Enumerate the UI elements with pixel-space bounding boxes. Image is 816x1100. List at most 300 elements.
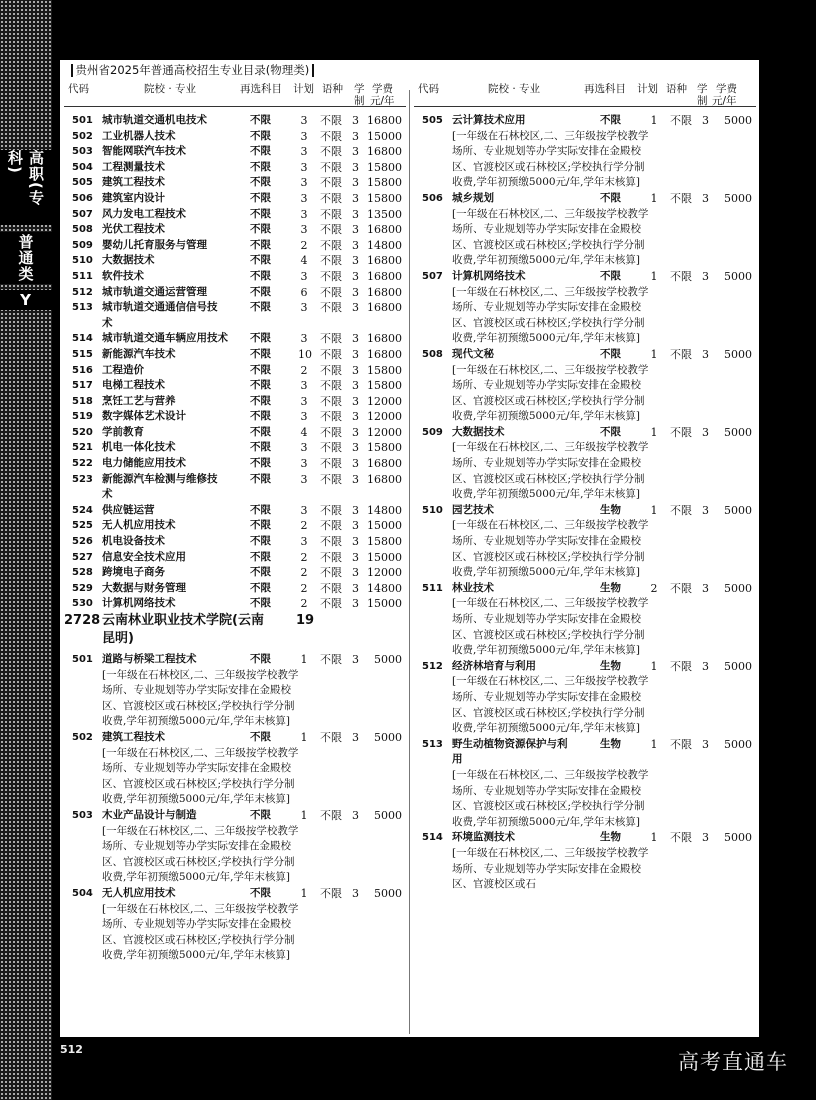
- table-row: [64, 581, 406, 597]
- row-length: 3: [352, 457, 359, 471]
- row-length: 3: [702, 425, 709, 439]
- row-code: 510: [72, 255, 93, 267]
- row-fee: 15800: [367, 363, 402, 377]
- row-subject: 不限: [250, 550, 271, 563]
- row-plan: 10: [298, 347, 312, 361]
- row-major-name: 木业产品设计与制造: [102, 808, 197, 821]
- row-major-name: 计算机网络技术: [452, 269, 526, 282]
- row-fee: 5000: [724, 347, 752, 361]
- row-length: 3: [352, 191, 359, 205]
- row-fee: 5000: [724, 581, 752, 595]
- row-subject: 生物: [600, 503, 621, 516]
- table-row: [64, 285, 406, 301]
- row-language: 不限: [320, 410, 342, 424]
- row-language: 不限: [320, 285, 342, 299]
- row-major-name: 软件技术: [102, 269, 144, 282]
- row-plan: 2: [300, 597, 308, 611]
- row-length: 3: [352, 269, 359, 283]
- row-code: 529: [72, 582, 93, 594]
- row-language: 不限: [320, 145, 342, 159]
- row-major-name: 现代文秘: [452, 347, 494, 360]
- row-major-name: 建筑室内设计: [102, 191, 165, 204]
- row-fee: 15800: [367, 191, 402, 205]
- row-major-name: 城市轨道交通通信信号技: [102, 301, 218, 314]
- row-plan: 3: [300, 160, 308, 174]
- table-row: [64, 269, 406, 285]
- column-header-left: [64, 78, 406, 107]
- row-fee: 13500: [367, 207, 402, 221]
- table-row: [64, 472, 406, 488]
- row-code: 505: [422, 115, 443, 126]
- row-code: 519: [72, 411, 93, 423]
- catalog-page: [60, 60, 759, 1037]
- row-subject: 不限: [250, 410, 271, 423]
- row-subject: 不限: [250, 160, 271, 173]
- row-subject: 不限: [250, 363, 271, 376]
- row-subject: 不限: [250, 808, 271, 821]
- row-major-name: 道路与桥梁工程技术: [102, 653, 197, 665]
- row-length: 3: [352, 379, 359, 393]
- row-language: 不限: [320, 191, 342, 205]
- row-fee: 5000: [374, 886, 402, 900]
- row-subject: 不限: [250, 425, 271, 438]
- row-language: 不限: [320, 503, 342, 517]
- side-tab-vocational-label: 高职(专科): [6, 150, 45, 206]
- row-language: 不限: [670, 737, 692, 751]
- row-major-name: 电梯工程技术: [102, 379, 165, 392]
- row-code: 525: [72, 520, 93, 532]
- table-row: [64, 207, 406, 223]
- row-language: 不限: [320, 653, 342, 666]
- table-row: [64, 222, 406, 238]
- row-code: 511: [422, 582, 443, 594]
- row-subject: 不限: [250, 503, 271, 516]
- header-plan: 计划: [637, 83, 658, 95]
- row-major-name-cont: 用: [452, 753, 463, 766]
- row-major-name: 无人机应用技术: [102, 886, 176, 899]
- row-subject: 不限: [250, 191, 271, 204]
- table-row: [64, 550, 406, 566]
- row-major-name: 信息安全技术应用: [102, 550, 186, 563]
- school-heading: [64, 612, 406, 630]
- row-plan: 1: [650, 269, 658, 283]
- row-length: 3: [702, 737, 709, 751]
- row-code: 530: [72, 598, 93, 610]
- header-fee-1: 学费: [372, 83, 393, 95]
- row-language: 不限: [320, 332, 342, 346]
- row-code: 507: [422, 270, 443, 282]
- row-length: 3: [352, 535, 359, 549]
- row-major-name: 野生动植物资源保护与利: [452, 737, 568, 750]
- row-length: 3: [352, 363, 359, 377]
- left-rows-school: [64, 652, 406, 964]
- row-subject: 不限: [250, 886, 271, 899]
- row-language: 不限: [320, 550, 342, 564]
- table-row: [64, 518, 406, 534]
- row-length: 3: [352, 886, 359, 900]
- row-language: 不限: [320, 301, 342, 315]
- row-subject: 不限: [250, 653, 271, 665]
- row-major-name: 机电一体化技术: [102, 441, 176, 454]
- row-note: [一年级在石林校区,二、三年级按学校教学场所、专业规划等办学实际安排在金殿校区、官渡校区或石林校区;学校执行学分制收费,学年初预缴5000元/年,学年末核算]: [452, 519, 649, 579]
- row-plan: 3: [300, 145, 308, 159]
- row-fee: 16800: [367, 457, 402, 471]
- column-header-right: [414, 78, 756, 107]
- row-plan: 1: [650, 659, 658, 673]
- row-fee: 16800: [367, 347, 402, 361]
- row-fee: 5000: [724, 191, 752, 205]
- table-row: [64, 409, 406, 425]
- row-fee: 5000: [724, 269, 752, 283]
- row-code: 514: [72, 333, 93, 345]
- header-school-major: 院校 · 专业: [144, 83, 197, 95]
- row-plan: 3: [300, 207, 308, 221]
- side-tab-letter-label: Y: [20, 291, 32, 309]
- school-code: 2728: [64, 613, 101, 628]
- row-code: 518: [72, 395, 93, 407]
- row-subject: 不限: [250, 519, 271, 532]
- row-code: 512: [422, 660, 443, 672]
- row-length: 3: [352, 410, 359, 424]
- row-fee: 5000: [374, 730, 402, 744]
- row-major-name-cont: 术: [102, 316, 113, 329]
- row-code: 501: [72, 654, 93, 665]
- row-length: 3: [352, 160, 359, 174]
- row-subject: 不限: [250, 114, 271, 126]
- header-code: 代码: [68, 83, 89, 95]
- row-subject: 不限: [250, 238, 271, 251]
- table-row: [64, 534, 406, 550]
- row-fee: 5000: [374, 808, 402, 822]
- row-length: 3: [352, 503, 359, 517]
- side-tab-general: [0, 232, 52, 284]
- row-language: 不限: [320, 379, 342, 393]
- row-length: 3: [352, 581, 359, 595]
- row-plan: 3: [300, 503, 308, 517]
- table-row: [64, 300, 406, 316]
- row-major-name: 工程造价: [102, 363, 144, 376]
- row-fee: 16800: [367, 145, 402, 159]
- row-note: [一年级在石林校区,二、三年级按学校教学场所、专业规划等办学实际安排在金殿校区、官渡校区或石林校区;学校执行学分制收费,学年初预缴5000元/年,学年末核算]: [102, 746, 299, 806]
- row-length: 3: [352, 394, 359, 408]
- row-language: 不限: [320, 238, 342, 252]
- row-major-name: 计算机网络技术: [102, 597, 176, 610]
- row-major-name: 建筑工程技术: [102, 176, 165, 189]
- school-plan: 19: [296, 613, 315, 628]
- row-language: 不限: [320, 207, 342, 221]
- row-fee: 12000: [367, 566, 402, 580]
- row-length: 3: [702, 659, 709, 673]
- row-fee: 15000: [367, 597, 402, 611]
- row-fee: 14800: [367, 503, 402, 517]
- header-school-major: 院校 · 专业: [488, 83, 541, 95]
- row-code: 502: [72, 731, 93, 743]
- row-subject: 不限: [250, 223, 271, 236]
- row-major-name: 林业技术: [452, 581, 494, 594]
- row-code: 510: [422, 504, 443, 516]
- row-subject: 不限: [600, 269, 621, 282]
- school-name: 云南林业职业技术学院(云南: [102, 613, 264, 628]
- row-length: 3: [352, 808, 359, 822]
- table-row: [414, 191, 756, 207]
- row-language: 不限: [320, 347, 342, 361]
- row-length: 3: [352, 207, 359, 221]
- row-note: [一年级在石林校区,二、三年级按学校教学场所、专业规划等办学实际安排在金殿校区、官渡校区或石林校区;学校执行学分制收费,学年初预缴5000元/年,学年末核算]: [452, 597, 649, 657]
- row-language: 不限: [320, 425, 342, 439]
- row-plan: 3: [300, 223, 308, 237]
- row-code: 503: [72, 809, 93, 821]
- row-language: 不限: [320, 581, 342, 595]
- row-language: 不限: [320, 566, 342, 580]
- left-column: [64, 78, 406, 964]
- row-plan: 3: [300, 301, 308, 315]
- header-bar-right: [312, 64, 314, 77]
- row-language: 不限: [320, 394, 342, 408]
- table-row: [414, 425, 756, 441]
- table-row: [414, 830, 756, 846]
- row-fee: 15800: [367, 535, 402, 549]
- row-code: 502: [72, 130, 93, 142]
- table-row: [64, 378, 406, 394]
- row-plan: 2: [300, 550, 308, 564]
- side-tab-general-label: 普通类: [16, 234, 35, 282]
- row-plan: 2: [300, 363, 308, 377]
- row-code: 504: [72, 887, 93, 899]
- row-note: [一年级在石林校区,二、三年级按学校教学场所、专业规划等办学实际安排在金殿校区、官渡校区或石林校区;学校执行学分制收费,学年初预缴5000元/年,学年末核算]: [452, 285, 649, 345]
- row-plan: 6: [300, 285, 308, 299]
- row-subject: 不限: [250, 285, 271, 298]
- row-length: 3: [352, 223, 359, 237]
- row-subject: 不限: [250, 581, 271, 594]
- row-length: 3: [702, 347, 709, 361]
- row-subject: 不限: [250, 254, 271, 267]
- row-plan: 1: [650, 114, 658, 127]
- row-plan: 2: [300, 566, 308, 580]
- row-fee: 15000: [367, 129, 402, 143]
- row-language: 不限: [320, 808, 342, 822]
- table-row: [64, 363, 406, 379]
- row-language: 不限: [320, 114, 342, 127]
- row-fee: 12000: [367, 410, 402, 424]
- row-subject: 不限: [250, 145, 271, 158]
- row-major-name: 城乡规划: [452, 191, 494, 204]
- row-language: 不限: [320, 269, 342, 283]
- row-length: 3: [702, 114, 709, 127]
- row-code: 503: [72, 146, 93, 158]
- header-len-1: 学: [697, 83, 708, 95]
- row-subject: 不限: [250, 394, 271, 407]
- row-length: 3: [352, 566, 359, 580]
- row-length: 3: [352, 425, 359, 439]
- row-major-name: 建筑工程技术: [102, 730, 165, 743]
- table-row: [414, 113, 756, 129]
- header-lang: 语种: [322, 83, 343, 95]
- row-major-name: 工业机器人技术: [102, 129, 176, 142]
- row-note: [一年级在石林校区,二、三年级按学校教学场所、专业规划等办学实际安排在金殿校区、官渡校区或石林校区;学校执行学分制收费,学年初预缴5000元/年,学年末核算]: [102, 902, 299, 962]
- row-fee: 15000: [367, 550, 402, 564]
- row-plan: 1: [650, 831, 658, 845]
- row-major-name: 工程测量技术: [102, 160, 165, 173]
- row-plan: 2: [300, 519, 308, 533]
- row-major-name: 环境监测技术: [452, 831, 515, 844]
- row-major-name: 供应链运营: [102, 503, 155, 516]
- row-language: 不限: [320, 457, 342, 471]
- row-code: 509: [72, 239, 93, 251]
- row-subject: 不限: [250, 332, 271, 345]
- row-subject: 生物: [600, 737, 621, 750]
- row-major-name-cont: 术: [102, 488, 113, 501]
- row-subject: 不限: [250, 730, 271, 743]
- row-plan: 3: [300, 535, 308, 549]
- row-fee: 5000: [374, 653, 402, 666]
- column-divider: [409, 90, 410, 1034]
- row-fee: 5000: [724, 659, 752, 673]
- page-header-title: 贵州省2025年普通高校招生专业目录(物理类): [75, 63, 310, 77]
- row-length: 3: [352, 550, 359, 564]
- table-row: [64, 730, 406, 746]
- row-code: 517: [72, 380, 93, 392]
- row-length: 3: [352, 472, 359, 486]
- row-plan: 3: [300, 379, 308, 393]
- row-code: 509: [422, 426, 443, 438]
- row-code: 506: [422, 192, 443, 204]
- row-plan: 1: [650, 425, 658, 439]
- table-row: [64, 253, 406, 269]
- header-lang: 语种: [666, 83, 687, 95]
- row-language: 不限: [670, 425, 692, 439]
- table-row: [64, 238, 406, 254]
- row-major-name: 大数据技术: [452, 425, 505, 438]
- row-code: 516: [72, 364, 93, 376]
- table-row: [64, 808, 406, 824]
- row-language: 不限: [320, 223, 342, 237]
- row-plan: 3: [300, 191, 308, 205]
- row-fee: 16800: [367, 285, 402, 299]
- row-major-name: 跨境电子商务: [102, 566, 165, 579]
- table-row: [64, 347, 406, 363]
- row-major-name: 经济林培育与利用: [452, 659, 536, 672]
- row-code: 520: [72, 426, 93, 438]
- row-length: 3: [352, 285, 359, 299]
- row-language: 不限: [320, 441, 342, 455]
- row-language: 不限: [320, 886, 342, 900]
- right-last-note: [一年级在石林校区,二、三年级按学校教学场所、专业规划等办学实际安排在金殿校区、官渡校区或石: [452, 846, 649, 891]
- row-subject: 不限: [250, 129, 271, 142]
- row-fee: 5000: [724, 425, 752, 439]
- row-code: 513: [72, 302, 93, 314]
- row-major-name: 新能源汽车检测与维修技: [102, 472, 218, 485]
- table-row: [64, 652, 406, 668]
- row-language: 不限: [320, 176, 342, 190]
- row-subject: 不限: [250, 379, 271, 392]
- row-major-name: 新能源汽车技术: [102, 347, 176, 360]
- row-major-name: 无人机应用技术: [102, 519, 176, 532]
- table-row: [414, 503, 756, 519]
- row-fee: 16800: [367, 114, 402, 127]
- row-plan: 3: [300, 129, 308, 143]
- row-language: 不限: [670, 831, 692, 845]
- header-len-2: 制: [354, 95, 365, 107]
- row-language: 不限: [320, 535, 342, 549]
- row-plan: 1: [300, 653, 308, 666]
- row-length: 3: [352, 238, 359, 252]
- table-row: [414, 581, 756, 597]
- row-length: 3: [702, 831, 709, 845]
- school-name-cont: 昆明): [102, 631, 134, 646]
- row-length: 3: [702, 503, 709, 517]
- row-code: 511: [72, 270, 93, 282]
- row-subject: 不限: [250, 176, 271, 189]
- row-plan: 2: [650, 581, 658, 595]
- table-row: [64, 440, 406, 456]
- row-language: 不限: [320, 363, 342, 377]
- row-major-name: 电力储能应用技术: [102, 457, 186, 470]
- row-subject: 不限: [600, 191, 621, 204]
- row-language: 不限: [670, 581, 692, 595]
- row-note: [一年级在石林校区,二、三年级按学校教学场所、专业规划等办学实际安排在金殿校区、官渡校区或石林校区;学校执行学分制收费,学年初预缴5000元/年,学年末核算]: [452, 129, 649, 189]
- row-plan: 1: [650, 191, 658, 205]
- table-row: [414, 347, 756, 363]
- row-plan: 3: [300, 394, 308, 408]
- header-fee-2: 元/年: [712, 95, 737, 107]
- table-row: [64, 129, 406, 145]
- row-plan: 3: [300, 114, 308, 127]
- row-code: 508: [72, 224, 93, 236]
- row-length: 3: [352, 730, 359, 744]
- row-subject: 不限: [250, 535, 271, 548]
- row-major-name: 城市轨道交通车辆应用技术: [102, 332, 228, 345]
- row-fee: 15800: [367, 379, 402, 393]
- header-subject: 再选科目: [240, 83, 282, 95]
- row-fee: 16800: [367, 269, 402, 283]
- row-major-name: 婴幼儿托育服务与管理: [102, 238, 207, 251]
- row-fee: 14800: [367, 238, 402, 252]
- row-major-name: 光伏工程技术: [102, 223, 165, 236]
- row-code: 521: [72, 442, 93, 454]
- row-fee: 12000: [367, 394, 402, 408]
- row-fee: 15000: [367, 519, 402, 533]
- row-fee: 12000: [367, 425, 402, 439]
- table-row: [64, 175, 406, 191]
- row-plan: 3: [300, 472, 308, 486]
- page-number: 512: [60, 1043, 83, 1056]
- table-row: [414, 737, 756, 753]
- row-language: 不限: [320, 254, 342, 268]
- row-major-name: 云计算技术应用: [452, 114, 526, 126]
- row-fee: 5000: [724, 831, 752, 845]
- row-code: 523: [72, 473, 93, 485]
- row-note: [一年级在石林校区,二、三年级按学校教学场所、专业规划等办学实际安排在金殿校区、官渡校区或石林校区;学校执行学分制收费,学年初预缴5000元/年,学年末核算]: [102, 824, 299, 884]
- row-major-name: 大数据技术: [102, 254, 155, 267]
- row-language: 不限: [670, 503, 692, 517]
- row-subject: 不限: [250, 472, 271, 485]
- row-code: 514: [422, 832, 443, 844]
- row-subject: 不限: [600, 425, 621, 438]
- watermark: 高考直通车: [678, 1050, 788, 1074]
- row-code: 508: [422, 348, 443, 360]
- row-plan: 3: [300, 457, 308, 471]
- row-plan: 2: [300, 238, 308, 252]
- row-code: 528: [72, 567, 93, 579]
- table-row: [64, 425, 406, 441]
- row-length: 3: [352, 301, 359, 315]
- row-subject: 不限: [250, 457, 271, 470]
- row-major-name: 风力发电工程技术: [102, 207, 186, 220]
- row-length: 3: [352, 129, 359, 143]
- row-language: 不限: [670, 114, 692, 127]
- header-subject: 再选科目: [584, 83, 626, 95]
- side-tab-letter: [0, 290, 52, 310]
